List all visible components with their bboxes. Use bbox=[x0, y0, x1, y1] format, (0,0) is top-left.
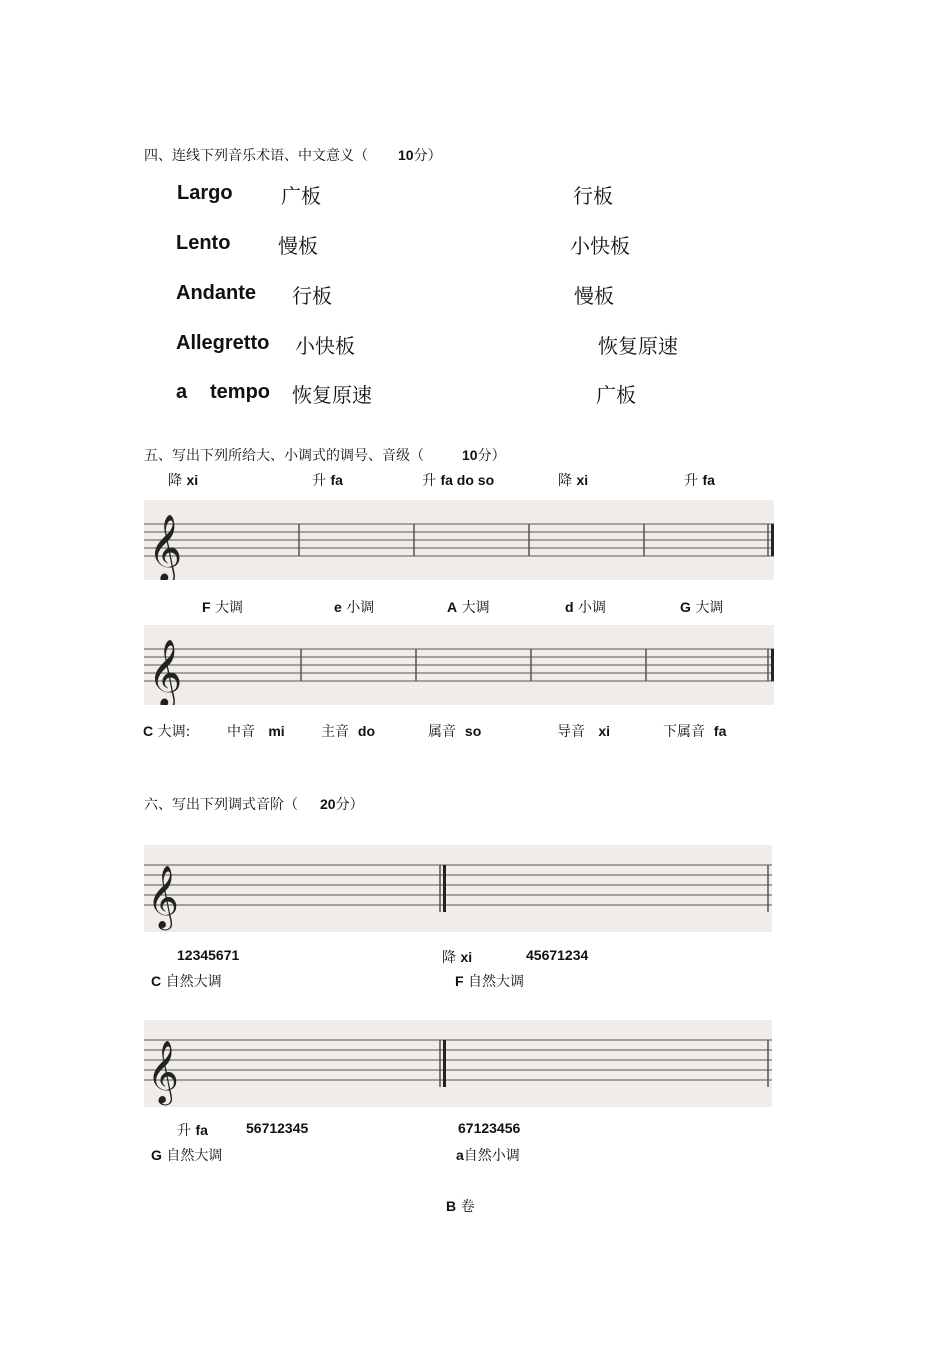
section5-score: 10 bbox=[462, 447, 478, 463]
footer-en: B bbox=[446, 1198, 457, 1214]
scale4-key-cn: 自然小调 bbox=[463, 1148, 520, 1164]
key-3-cn: 大调 bbox=[461, 600, 490, 616]
degree-2-en: do bbox=[357, 723, 376, 739]
term-allegretto: Allegretto bbox=[176, 332, 270, 354]
top-label-4-cn: 降 bbox=[558, 473, 572, 489]
staff-scales-2 bbox=[144, 1020, 772, 1107]
key-5-en: G bbox=[680, 599, 691, 615]
treble-clef-icon: 𝄞 bbox=[147, 865, 179, 928]
section4-score-unit: 分） bbox=[413, 148, 442, 164]
scale1-key bbox=[151, 971, 222, 991]
top-label-2 bbox=[312, 470, 343, 490]
meaning-lento: 慢板 bbox=[278, 234, 318, 258]
key-5-cn: 大调 bbox=[695, 600, 724, 616]
key-4-cn: 小调 bbox=[578, 600, 607, 616]
scale2-prefix-cn: 降 bbox=[442, 950, 456, 966]
scale3-key bbox=[151, 1145, 222, 1165]
scale2-prefix bbox=[442, 947, 472, 967]
match-4: 恢复原速 bbox=[598, 334, 678, 358]
scale3-prefix-cn: 升 bbox=[177, 1123, 191, 1139]
footer-volume-label bbox=[446, 1196, 475, 1216]
scale2-key-cn: 自然大调 bbox=[468, 974, 525, 990]
key-4-en: d bbox=[565, 599, 574, 615]
scale3-key-en: G bbox=[151, 1147, 162, 1163]
top-label-1-cn: 降 bbox=[168, 473, 182, 489]
top-label-4 bbox=[558, 470, 588, 490]
c-major-cn: 大调: bbox=[157, 724, 191, 740]
meaning-largo: 广板 bbox=[281, 184, 321, 208]
match-1: 行板 bbox=[573, 184, 613, 208]
scale2-key bbox=[455, 971, 524, 991]
footer-cn: 卷 bbox=[460, 1199, 475, 1215]
section4-title-text: 四、连线下列音乐术语、中文意义（ bbox=[144, 148, 368, 164]
degree-mediant bbox=[227, 721, 285, 741]
scale3-prefix bbox=[177, 1120, 208, 1140]
treble-clef-icon: 𝄞 bbox=[148, 638, 183, 705]
section4-score: 10 bbox=[398, 147, 414, 163]
scale3-key-cn: 自然大调 bbox=[166, 1148, 223, 1164]
section6-score: 20 bbox=[320, 796, 336, 812]
degree-1-en: mi bbox=[268, 723, 285, 739]
top-label-2-en: fa bbox=[330, 472, 343, 488]
degree-5-en: fa bbox=[713, 723, 727, 739]
treble-clef-icon: 𝄞 bbox=[147, 1040, 179, 1103]
scale4-key-en: a bbox=[456, 1147, 464, 1163]
section6-score-unit: 分） bbox=[335, 797, 364, 813]
key-1-en: F bbox=[202, 599, 211, 615]
key-1-cn: 大调 bbox=[215, 600, 244, 616]
section5-title bbox=[144, 445, 506, 465]
term-largo: Largo bbox=[177, 182, 233, 204]
section6-title bbox=[144, 794, 364, 814]
key-2-en: e bbox=[334, 599, 342, 615]
degree-leading bbox=[557, 721, 610, 741]
degree-5-cn: 下属音 bbox=[663, 724, 705, 740]
meaning-allegretto: 小快板 bbox=[295, 334, 355, 358]
degree-subdominant bbox=[663, 721, 726, 741]
term-a: a bbox=[176, 381, 188, 403]
staff-key-signatures-2 bbox=[144, 625, 774, 705]
degree-tonic bbox=[321, 721, 375, 741]
scale2-digits: 45671234 bbox=[526, 947, 589, 963]
match-5: 广板 bbox=[596, 383, 636, 407]
degree-4-cn: 导音 bbox=[557, 724, 585, 740]
meaning-a-tempo: 恢复原速 bbox=[292, 383, 372, 407]
section5-title-text: 五、写出下列所给大、小调式的调号、音级（ bbox=[144, 448, 424, 464]
key-2-cn: 小调 bbox=[346, 600, 375, 616]
staff-scales-1 bbox=[144, 845, 772, 932]
staff-2-lines bbox=[144, 625, 774, 705]
top-label-1-en: xi bbox=[186, 472, 199, 488]
top-label-4-en: xi bbox=[576, 472, 589, 488]
key-e-minor bbox=[334, 597, 374, 617]
scale3-digits: 56712345 bbox=[246, 1120, 309, 1136]
treble-clef-icon: 𝄞 bbox=[148, 513, 183, 580]
top-label-3-cn: 升 bbox=[422, 473, 436, 489]
c-major-en: C bbox=[143, 723, 154, 739]
match-2: 小快板 bbox=[570, 234, 630, 258]
staff-1-lines bbox=[144, 500, 774, 580]
degree-4-en: xi bbox=[598, 723, 611, 739]
term-tempo: tempo bbox=[210, 381, 270, 403]
scale1-key-en: C bbox=[151, 973, 162, 989]
key-a-major bbox=[447, 597, 490, 617]
top-label-3 bbox=[422, 470, 494, 490]
top-label-2-cn: 升 bbox=[312, 473, 326, 489]
top-label-5-cn: 升 bbox=[684, 473, 698, 489]
scale4-digits: 67123456 bbox=[458, 1120, 521, 1136]
scale1-key-cn: 自然大调 bbox=[165, 974, 222, 990]
scale4-key bbox=[456, 1145, 520, 1165]
term-lento: Lento bbox=[176, 232, 231, 254]
staff-3-lines bbox=[144, 845, 772, 932]
scale3-prefix-en: fa bbox=[195, 1122, 208, 1138]
term-andante: Andante bbox=[176, 282, 256, 304]
scale1-digits: 12345671 bbox=[177, 947, 240, 963]
key-d-minor bbox=[565, 597, 606, 617]
degree-3-cn: 属音 bbox=[428, 724, 456, 740]
degree-2-cn: 主音 bbox=[321, 724, 349, 740]
degree-1-cn: 中音 bbox=[227, 724, 255, 740]
staff-4-lines bbox=[144, 1020, 772, 1107]
key-3-en: A bbox=[447, 599, 458, 615]
degree-3-en: so bbox=[464, 723, 482, 739]
key-f-major bbox=[202, 597, 243, 617]
key-g-major bbox=[680, 597, 723, 617]
top-label-5-en: fa bbox=[702, 472, 715, 488]
top-label-3-en: fa do so bbox=[440, 472, 495, 488]
top-label-5 bbox=[684, 470, 715, 490]
top-label-1 bbox=[168, 470, 198, 490]
match-3: 慢板 bbox=[574, 284, 614, 308]
scale2-prefix-en: xi bbox=[460, 949, 473, 965]
scale2-key-en: F bbox=[455, 973, 464, 989]
staff-key-signatures-1 bbox=[144, 500, 774, 580]
section6-title-text: 六、写出下列调式音阶（ bbox=[144, 797, 298, 813]
meaning-andante: 行板 bbox=[292, 284, 332, 308]
c-major-degrees bbox=[143, 721, 190, 741]
degree-dominant bbox=[428, 721, 481, 741]
section5-score-unit: 分） bbox=[477, 448, 506, 464]
section4-title bbox=[144, 145, 442, 165]
